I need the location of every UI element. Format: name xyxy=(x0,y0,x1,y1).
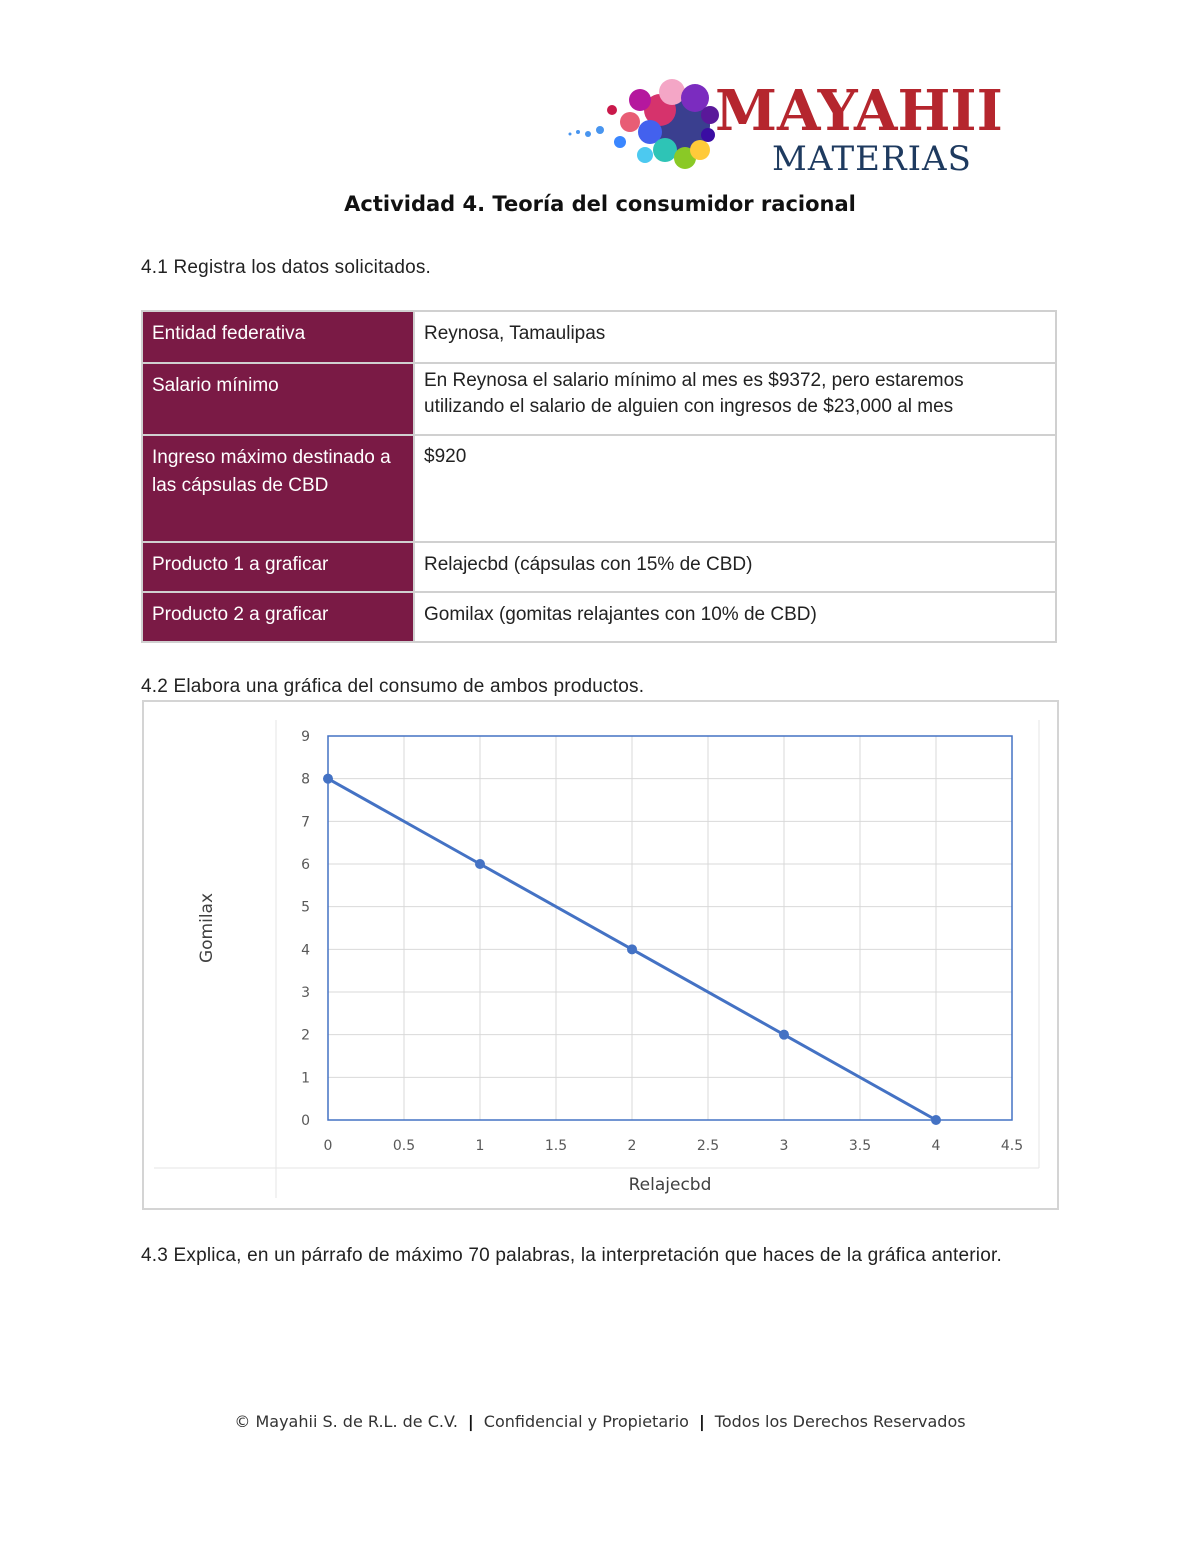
section-4-3-question: 4.3 Explica, en un párrafo de máximo 70 palabras, la interpretación que haces de la gráfica anterior. xyxy=(141,1245,1002,1266)
row-label: Ingreso máximo destinado a las cápsulas de CBD xyxy=(142,435,414,542)
data-point xyxy=(323,774,333,784)
x-tick-label: 2.5 xyxy=(696,1138,720,1154)
data-point xyxy=(475,859,485,869)
y-tick-label: 4 xyxy=(301,942,310,959)
section-4-1-heading: 4.1 Registra los datos solicitados. xyxy=(141,257,432,278)
row-label: Producto 2 a graficar xyxy=(142,592,414,642)
x-tick-label: 0.5 xyxy=(392,1138,416,1154)
x-tick-label: 4 xyxy=(931,1138,941,1154)
row-value: Reynosa, Tamaulipas xyxy=(414,311,1056,363)
data-table xyxy=(141,310,1057,643)
footer xyxy=(0,1412,1200,1431)
y-tick-label: 7 xyxy=(301,814,310,831)
section-4-2-heading: 4.2 Elabora una gráfica del consumo de ambos productos. xyxy=(141,676,645,697)
logo-line2: MATERIAS xyxy=(772,139,972,179)
x-tick-label: 3 xyxy=(779,1138,789,1154)
x-tick-label: 1 xyxy=(475,1138,485,1154)
footer-separator: | xyxy=(698,1412,705,1431)
row-label: Producto 1 a graficar xyxy=(142,542,414,592)
row-value: $920 xyxy=(414,435,1056,542)
table-row xyxy=(142,592,1056,642)
logo-head-icon xyxy=(569,79,720,169)
data-point xyxy=(627,944,637,954)
footer-separator: | xyxy=(467,1412,474,1431)
y-tick-label: 8 xyxy=(301,771,310,788)
y-tick-label: 1 xyxy=(301,1070,310,1087)
x-axis-label: Relajecbd xyxy=(628,1175,712,1195)
y-tick-label: 0 xyxy=(301,1113,310,1129)
x-tick-label: 4.5 xyxy=(1000,1138,1024,1154)
chart-container xyxy=(142,700,1059,1210)
x-tick-label: 1.5 xyxy=(544,1138,568,1154)
footer-confidential: Confidencial y Propietario xyxy=(483,1412,689,1431)
page-title: Actividad 4. Teoría del consumidor racional xyxy=(344,192,856,216)
y-tick-label: 9 xyxy=(301,729,310,745)
y-tick-label: 6 xyxy=(301,857,310,873)
table-row xyxy=(142,363,1056,435)
row-label: Entidad federativa xyxy=(142,311,414,363)
footer-rights: Todos los Derechos Reservados xyxy=(714,1412,966,1431)
mayahii-logo xyxy=(560,70,1050,185)
plot-area-border xyxy=(328,736,1012,1120)
data-point xyxy=(779,1030,789,1040)
table-row xyxy=(142,542,1056,592)
y-axis-label: Gomilax xyxy=(197,892,217,964)
footer-copyright: © Mayahii S. de R.L. de C.V. xyxy=(234,1412,458,1431)
y-tick-label: 2 xyxy=(301,1027,310,1044)
row-value: Gomilax (gomitas relajantes con 10% de CBD) xyxy=(414,592,1056,642)
row-value: En Reynosa el salario mínimo al mes es $9372, pero estaremos utilizando el salario de alguien con ingresos de $23,000 al mes xyxy=(414,363,1056,435)
mayahii-logo-graphic xyxy=(560,70,1050,185)
y-tick-label: 3 xyxy=(301,985,310,1001)
x-tick-label: 2 xyxy=(627,1138,637,1154)
table-row xyxy=(142,435,1056,542)
table-row xyxy=(142,311,1056,363)
row-value: Relajecbd (cápsulas con 15% de CBD) xyxy=(414,542,1056,592)
logo-line1: MAYAHII xyxy=(715,78,1003,144)
x-tick-label: 0 xyxy=(323,1138,333,1154)
x-tick-label: 3.5 xyxy=(848,1138,872,1154)
consumption-chart xyxy=(144,702,1057,1208)
row-label: Salario mínimo xyxy=(142,363,414,435)
y-tick-label: 5 xyxy=(301,899,310,916)
data-point xyxy=(931,1115,941,1125)
